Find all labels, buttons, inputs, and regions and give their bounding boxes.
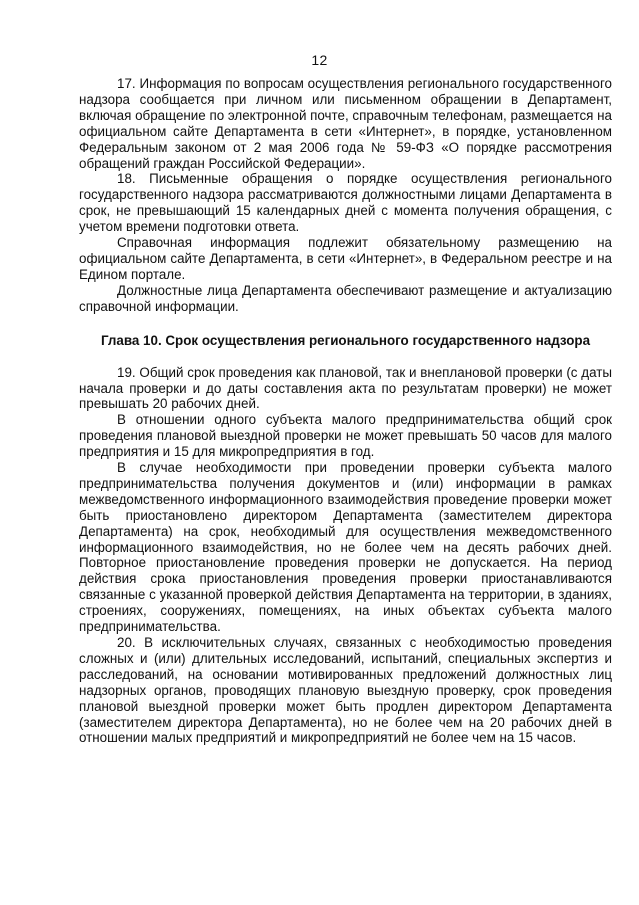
paragraph-small-business: В отношении одного субъекта малого предпринимательства общий срок проведения плановой выездной проверки не может превышать 50 часов для малого предприятия и 15 для микропредприятия в год.	[79, 412, 612, 460]
paragraph-officials: Должностные лица Департамента обеспечивают размещение и актуализацию справочной информации.	[79, 282, 612, 314]
paragraph-reference-info: Справочная информация подлежит обязательному размещению на официальном сайте Департамента, в сети «Интернет», в Федеральном реестре и на Едином портале.	[79, 235, 612, 282]
paragraph-17: 17. Информация по вопросам осуществления регионального государственного надзора сообщается при личном или письменном обращении в Департамент, включая обращение по электронной почте, справочным телефонам, размещается на официальном сайте Департамента в сети «Интернет», в порядке, установленном Федеральным законом от 2 мая 2006 года № 59-ФЗ «О порядке рассмотрения обращений граждан Российской Федерации».	[79, 76, 612, 171]
chapter-heading: Глава 10. Срок осуществления регионального государственного надзора	[100, 332, 591, 348]
document-body	[79, 76, 612, 746]
paragraph-20: 20. В исключительных случаях, связанных с необходимостью проведения сложных и (или) длительных исследований, испытаний, специальных экспертиз и расследований, на основании мотивированных предложений должностных лиц надзорных органов, проводящих плановую выездную проверку, срок проведения плановой выездной проверки может быть продлен директором Департамента (заместителем директора Департамента), но не более чем на 20 рабочих дней в отношении малых предприятий и микропредприятий не более чем на 15 часов.	[79, 635, 612, 746]
paragraph-suspension: В случае необходимости при проведении проверки субъекта малого предпринимательства получения документов и (или) информации в рамках межведомственного информационного взаимодействия проведение проверки может быть приостановлено директором Департамента (заместителем директора Департамента) на срок, необходимый для осуществления межведомственного информационного взаимодействия, но не более чем на десять рабочих дней. Повторное приостановление проведения проверки не допускается. На период действия срока приостановления проведения проверки приостанавливаются связанные с указанной проверкой действия Департамента на территории, в зданиях, строениях, сооружениях, помещениях, на иных объектах субъекта малого предпринимательства.	[79, 460, 612, 635]
page-number: 12	[311, 52, 328, 68]
paragraph-18: 18. Письменные обращения о порядке осуществления регионального государственного надзора рассматриваются должностными лицами Департамента в срок, не превышающий 15 календарных дней с момента получения обращения, с учетом времени подготовки ответа.	[79, 171, 612, 235]
paragraph-19: 19. Общий срок проведения как плановой, так и внеплановой проверки (с даты начала проверки и до даты составления акта по результатам проверки) не может превышать 20 рабочих дней.	[79, 364, 612, 412]
